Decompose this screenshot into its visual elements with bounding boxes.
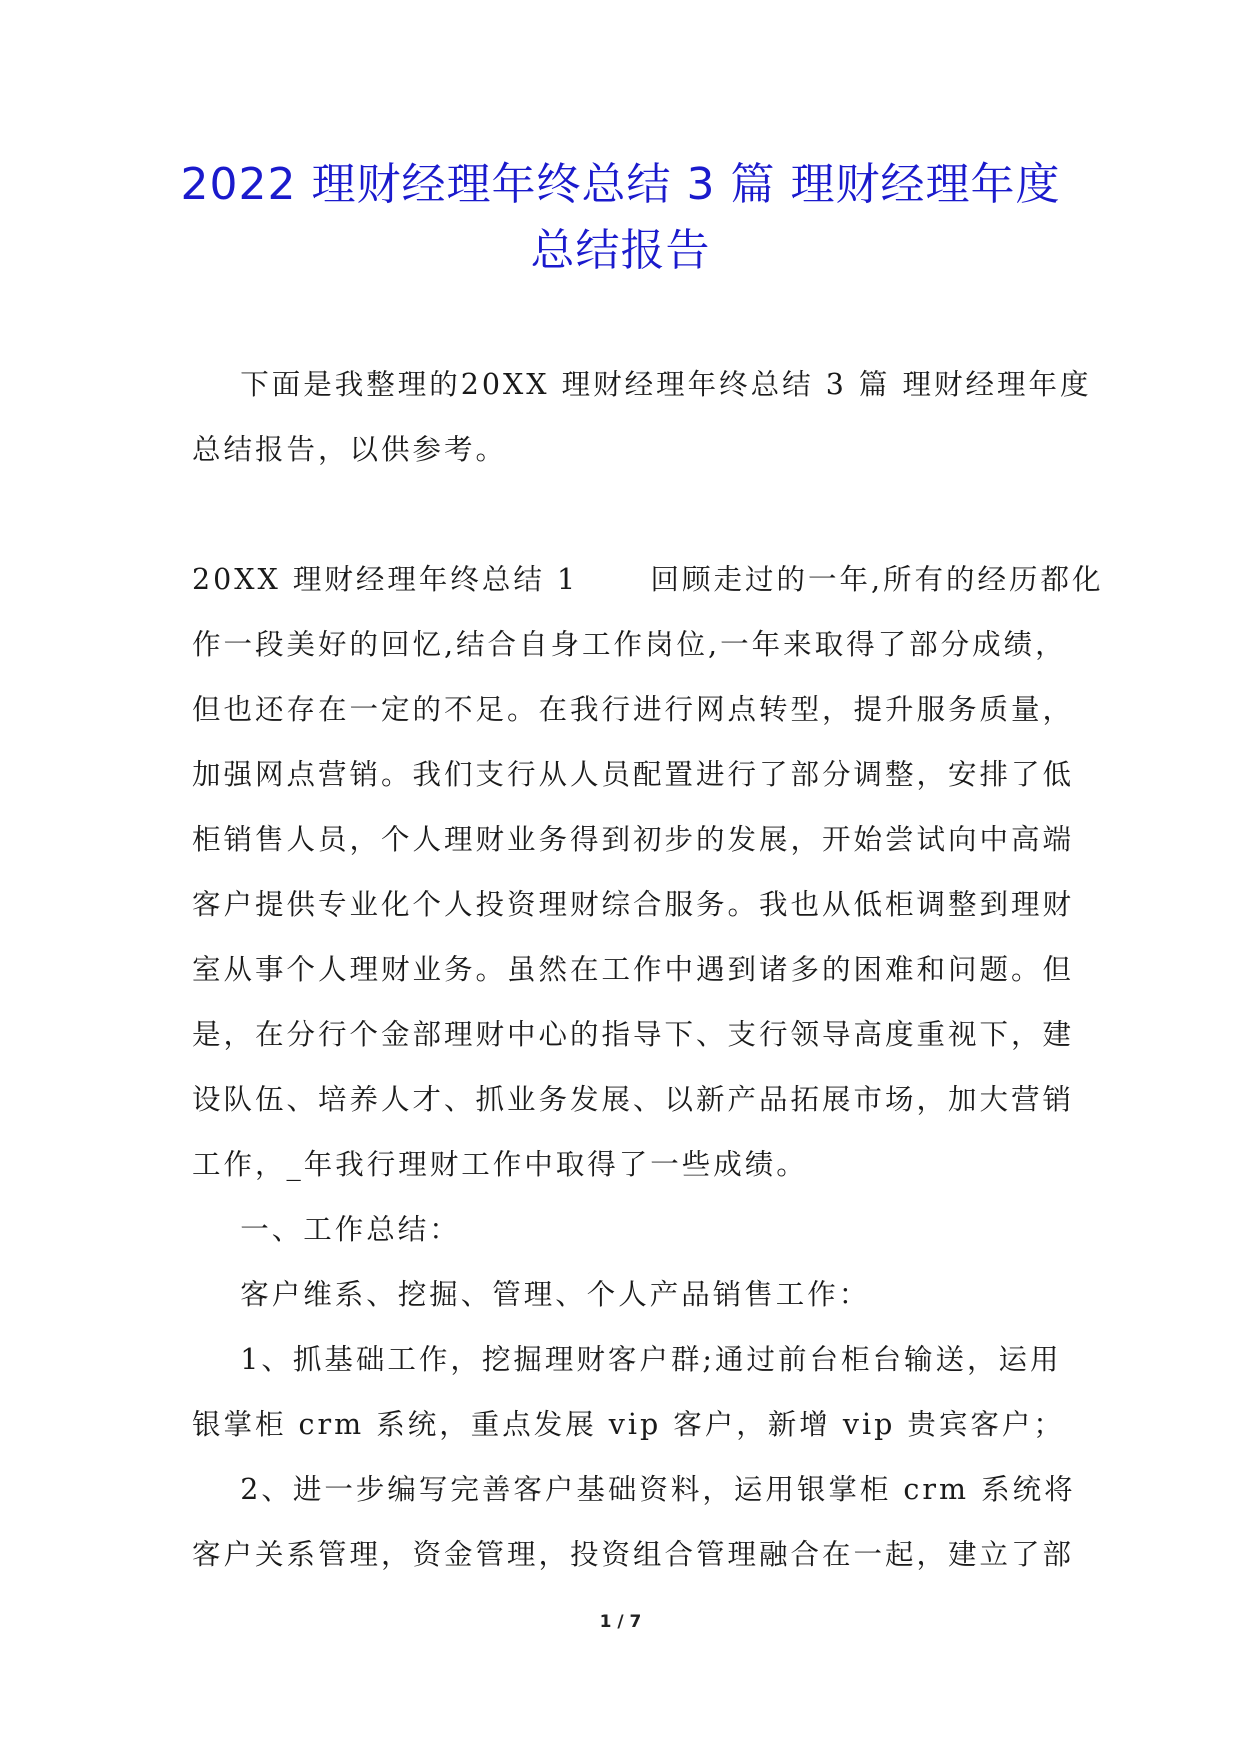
body-line: 作一段美好的回忆,结合自身工作岗位,一年来取得了部分成绩， bbox=[192, 628, 1067, 661]
body-line: 2、进一步编写完善客户基础资料，运用银掌柜 crm 系统将 bbox=[192, 1473, 1076, 1506]
section-1-body bbox=[192, 547, 1104, 1587]
body-line: 加强网点营销。我们支行从人员配置进行了部分调整，安排了低 bbox=[192, 758, 1075, 791]
body-line: 工作，_年我行理财工作中取得了一些成绩。 bbox=[192, 1148, 808, 1181]
intro-line-2: 总结报告，以供参考。 bbox=[192, 433, 508, 466]
document-title bbox=[150, 152, 1091, 284]
intro-paragraph bbox=[192, 352, 1092, 482]
body-line: 是，在分行个金部理财中心的指导下、支行领导高度重视下，建 bbox=[192, 1018, 1075, 1051]
body-line: 客户维系、挖掘、管理、个人产品销售工作： bbox=[192, 1278, 871, 1311]
body-line: 1、抓基础工作，挖掘理财客户群;通过前台柜台输送，运用 bbox=[192, 1343, 1062, 1376]
body-line: 客户提供专业化个人投资理财综合服务。我也从低柜调整到理财 bbox=[192, 888, 1075, 921]
section-heading: 一、工作总结： bbox=[192, 1213, 461, 1246]
page-number: 1 / 7 bbox=[599, 1612, 642, 1632]
body-line: 柜销售人员，个人理财业务得到初步的发展，开始尝试向中高端 bbox=[192, 823, 1075, 856]
body-line: 室从事个人理财业务。虽然在工作中遇到诸多的困难和问题。但 bbox=[192, 953, 1075, 986]
body-line: 银掌柜 crm 系统，重点发展 vip 客户，新增 vip 贵宾客户； bbox=[192, 1408, 1065, 1441]
title-line-2: 总结报告 bbox=[530, 225, 711, 276]
body-line: 20XX 理财经理年终总结 1 回顾走过的一年,所有的经历都化 bbox=[192, 563, 1104, 596]
body-line: 设队伍、培养人才、抓业务发展、以新产品拓展市场，加大营销 bbox=[192, 1083, 1075, 1116]
intro-line-1: 下面是我整理的20XX 理财经理年终总结 3 篇 理财经理年度 bbox=[240, 368, 1092, 401]
body-line: 但也还存在一定的不足。在我行进行网点转型，提升服务质量， bbox=[192, 693, 1075, 726]
title-line-1: 2022 理财经理年终总结 3 篇 理财经理年度 bbox=[180, 159, 1061, 210]
body-line: 客户关系管理，资金管理，投资组合管理融合在一起，建立了部 bbox=[192, 1538, 1075, 1571]
